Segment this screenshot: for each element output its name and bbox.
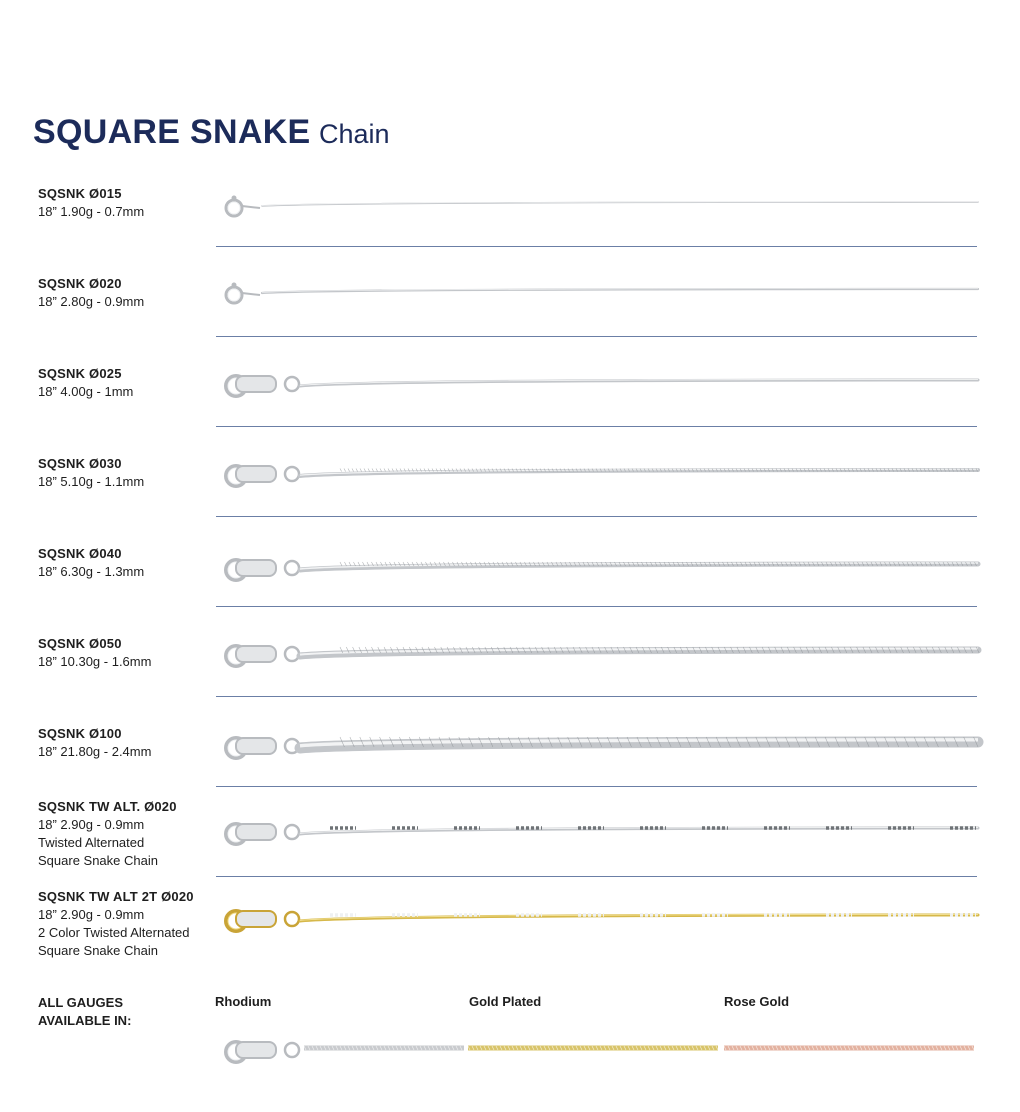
finish-sample-strip — [214, 1026, 980, 1070]
clasp-icon — [226, 560, 299, 580]
row-divider — [216, 426, 977, 427]
chain-image — [214, 720, 980, 768]
clasp-icon — [226, 283, 260, 304]
chain-code: SQSNK Ø100 — [38, 726, 122, 741]
chain-label — [38, 275, 213, 311]
clasp-icon — [226, 824, 299, 844]
chain-image — [214, 628, 980, 676]
chain-code: SQSNK Ø040 — [38, 546, 122, 561]
availability-heading-line1: ALL GAUGES — [38, 995, 123, 1010]
clasp-icon — [226, 196, 260, 217]
chain-image — [214, 448, 980, 496]
chain-strand — [300, 470, 978, 476]
chain-image — [214, 806, 980, 854]
row-divider — [216, 246, 977, 247]
title-main: SQUARE SNAKE — [33, 113, 311, 151]
chain-label — [38, 185, 213, 221]
finish-label-rhodium: Rhodium — [215, 994, 272, 1009]
chain-label — [38, 798, 213, 870]
chain-code: SQSNK Ø030 — [38, 456, 122, 471]
chain-code: SQSNK Ø025 — [38, 366, 122, 381]
chain-spec-line: 2 Color Twisted Alternated — [38, 925, 190, 940]
chain-spec-line: 18” 10.30g - 1.6mm — [38, 654, 152, 669]
row-divider — [216, 606, 977, 607]
row-divider — [216, 516, 977, 517]
chain-code: SQSNK Ø015 — [38, 186, 122, 201]
chain-label — [38, 455, 213, 491]
title-sub: Chain — [318, 119, 390, 149]
chain-label — [38, 725, 213, 761]
rhodium-sample — [304, 1046, 464, 1050]
chain-spec-line: 18” 2.80g - 0.9mm — [38, 294, 145, 309]
chain-strand — [300, 915, 978, 921]
chain-code: SQSNK Ø050 — [38, 636, 122, 651]
rose-gold-sample — [724, 1046, 974, 1050]
row-divider — [216, 696, 977, 697]
chain-spec-line: 18” 21.80g - 2.4mm — [38, 744, 152, 759]
chain-spec-line: 18” 2.90g - 0.9mm — [38, 907, 145, 922]
clasp-icon — [226, 466, 299, 486]
page-title — [33, 113, 390, 152]
chain-strand — [300, 380, 978, 386]
availability-heading — [38, 994, 178, 1030]
clasp-icon — [226, 738, 299, 758]
chain-spec-line: 18” 1.90g - 0.7mm — [38, 204, 145, 219]
chain-image — [214, 893, 980, 941]
chain-spec-line: Square Snake Chain — [38, 853, 158, 868]
chain-label — [38, 635, 213, 671]
chain-spec-line: Twisted Alternated — [38, 835, 145, 850]
availability-heading-line2: AVAILABLE IN: — [38, 1013, 132, 1028]
chain-spec-line: 18” 6.30g - 1.3mm — [38, 564, 145, 579]
chain-strand — [300, 828, 978, 834]
chain-code: SQSNK TW ALT 2T Ø020 — [38, 889, 194, 904]
chain-code: SQSNK TW ALT. Ø020 — [38, 799, 177, 814]
clasp-icon — [226, 1042, 299, 1062]
row-divider — [216, 336, 977, 337]
chain-label — [38, 545, 213, 581]
clasp-icon — [226, 911, 299, 931]
chain-strand — [262, 289, 978, 293]
chain-image — [214, 358, 980, 406]
chain-code: SQSNK Ø020 — [38, 276, 122, 291]
chain-spec-line: Square Snake Chain — [38, 943, 158, 958]
chain-spec-line: 18” 4.00g - 1mm — [38, 384, 134, 399]
chain-image — [214, 542, 980, 590]
clasp-icon — [226, 646, 299, 666]
chain-strand — [300, 564, 978, 570]
gold-plated-sample — [468, 1046, 718, 1050]
row-divider — [216, 786, 977, 787]
finish-label-gold-plated: Gold Plated — [469, 994, 542, 1009]
chain-image — [214, 180, 980, 228]
chain-spec-line: 18” 5.10g - 1.1mm — [38, 474, 145, 489]
clasp-icon — [226, 376, 299, 396]
finish-label-rose-gold: Rose Gold — [724, 994, 790, 1009]
row-divider — [216, 876, 977, 877]
chain-label — [38, 365, 213, 401]
chain-strand — [262, 202, 978, 206]
chain-image — [214, 267, 980, 315]
chain-label — [38, 888, 213, 960]
chain-spec-line: 18” 2.90g - 0.9mm — [38, 817, 145, 832]
